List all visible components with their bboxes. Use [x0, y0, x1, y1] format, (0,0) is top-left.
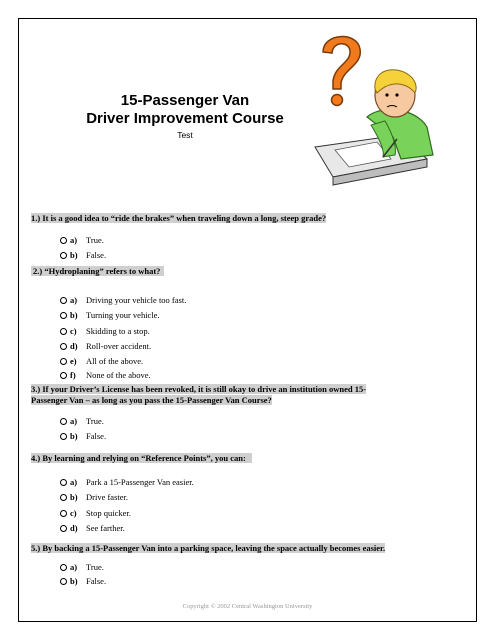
option-label: True.	[86, 235, 104, 245]
option-letter: d)	[70, 341, 78, 351]
question-4	[31, 453, 252, 464]
option-letter: f)	[70, 370, 76, 380]
question-1	[31, 213, 326, 224]
radio-circle-icon[interactable]	[60, 494, 67, 501]
eye-left	[385, 93, 388, 96]
question-2-option-c[interactable]	[60, 325, 150, 337]
option-letter: b)	[70, 431, 78, 441]
student-thinking-illustration	[305, 27, 445, 187]
option-letter: a)	[70, 295, 78, 305]
question-3-option-a[interactable]	[60, 415, 104, 427]
radio-circle-icon[interactable]	[60, 358, 67, 365]
question-3	[31, 384, 366, 406]
radio-circle-icon[interactable]	[60, 578, 67, 585]
radio-circle-icon[interactable]	[60, 510, 67, 517]
option-label: Stop quicker.	[86, 508, 131, 518]
option-letter: a)	[70, 416, 78, 426]
question-2-option-f[interactable]	[60, 369, 151, 381]
option-label: Roll-over accident.	[86, 341, 152, 351]
question-5-text: 5.) By backing a 15-Passenger Van into a parking space, leaving the space actually becomes easier.	[31, 543, 386, 553]
option-label: False.	[86, 576, 107, 586]
question-1-option-a[interactable]	[60, 234, 104, 246]
question-4-option-a[interactable]	[60, 476, 194, 488]
page-title	[60, 92, 310, 128]
option-letter: d)	[70, 523, 78, 533]
question-mark-dot	[332, 95, 343, 106]
option-label: False.	[86, 431, 107, 441]
option-label: Turning your vehicle.	[86, 310, 160, 320]
question-1-text: 1.) It is a good idea to “ride the brakes” when traveling down a long, steep grade?	[31, 213, 327, 223]
radio-circle-icon[interactable]	[60, 372, 67, 379]
radio-circle-icon[interactable]	[60, 328, 67, 335]
option-label: Drive faster.	[86, 492, 129, 502]
question-5-option-b[interactable]	[60, 575, 106, 587]
option-label: Park a 15-Passenger Van easier.	[86, 477, 194, 487]
option-letter: a)	[70, 562, 78, 572]
option-letter: b)	[70, 492, 78, 502]
option-label: True.	[86, 562, 104, 572]
option-letter: b)	[70, 310, 78, 320]
question-4-option-c[interactable]	[60, 507, 131, 519]
option-letter: c)	[70, 508, 77, 518]
option-letter: b)	[70, 250, 78, 260]
question-4-text: 4.) By learning and relying on “Reference Points”, you can:	[31, 453, 252, 463]
question-2-option-d[interactable]	[60, 340, 151, 352]
option-letter: b)	[70, 576, 78, 586]
question-5-option-a[interactable]	[60, 561, 104, 573]
question-3-text-line-1: 3.) If your Driver’s License has been revoked, it is still okay to drive an institution owned 15-	[31, 384, 367, 394]
radio-circle-icon[interactable]	[60, 297, 67, 304]
radio-circle-icon[interactable]	[60, 237, 67, 244]
option-label: True.	[86, 416, 104, 426]
radio-circle-icon[interactable]	[60, 525, 67, 532]
question-4-option-d[interactable]	[60, 522, 125, 534]
title-line-2: Driver Improvement Course	[86, 110, 284, 127]
question-3-option-b[interactable]	[60, 430, 106, 442]
question-2-option-a[interactable]	[60, 294, 186, 306]
eye-right	[395, 93, 398, 96]
page-subtitle: Test	[177, 130, 193, 140]
question-5	[31, 543, 385, 554]
radio-circle-icon[interactable]	[60, 479, 67, 486]
radio-circle-icon[interactable]	[60, 252, 67, 259]
title-line-1: 15-Passenger Van	[120, 92, 250, 109]
question-4-option-b[interactable]	[60, 491, 128, 503]
option-label: False.	[86, 250, 107, 260]
option-label: Driving your vehicle too fast.	[86, 295, 187, 305]
radio-circle-icon[interactable]	[60, 564, 67, 571]
question-2-option-e[interactable]	[60, 355, 143, 367]
option-letter: a)	[70, 235, 78, 245]
option-label: None of the above.	[86, 370, 151, 380]
radio-circle-icon[interactable]	[60, 312, 67, 319]
question-3-text-line-2: Passenger Van – as long as you pass the 15-Passenger Van Course?	[31, 395, 272, 405]
question-2-option-b[interactable]	[60, 309, 160, 321]
option-label: See farther.	[86, 523, 125, 533]
question-1-option-b[interactable]	[60, 249, 106, 261]
question-2	[31, 266, 164, 277]
copyright-footer: Copyright © 2002 Central Washington University	[182, 603, 313, 610]
option-letter: a)	[70, 477, 78, 487]
option-letter: c)	[70, 326, 77, 336]
option-label: All of the above.	[86, 356, 144, 366]
option-letter: e)	[70, 356, 77, 366]
question-mark-icon	[323, 37, 360, 89]
option-label: Skidding to a stop.	[86, 326, 150, 336]
question-2-text: 2.) “Hydroplaning” refers to what?	[31, 266, 164, 276]
radio-circle-icon[interactable]	[60, 418, 67, 425]
radio-circle-icon[interactable]	[60, 433, 67, 440]
radio-circle-icon[interactable]	[60, 343, 67, 350]
